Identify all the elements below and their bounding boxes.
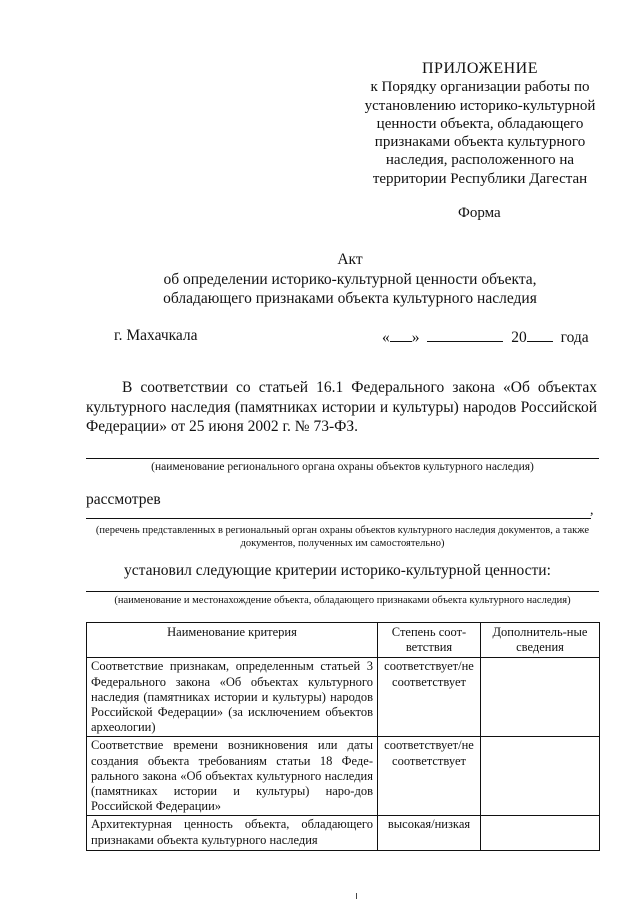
form-label: Форма [458,205,501,221]
extra-cell[interactable] [481,737,600,816]
appendix-line: наследия, расположенного на [385,152,575,169]
reviewed-label: рассмотрев [86,491,161,508]
header-degree: Степень соот-ветствия [378,623,481,658]
quote-open: « [382,329,390,346]
regional-body-caption: (наименование регионального органа охраны объектов культурного наследия) [151,461,534,473]
city: г. Махачкала [114,327,198,344]
act-heading [120,250,580,309]
criterion-cell: Соответствие времени возникновения или даты создания объекта требованиям статьи 18 Феде-рального закона «Об объектах культурного наследия (памятниках истории и культуры) наро-дов Российской Федерации» [87,737,378,816]
criteria-table [86,622,600,851]
appendix-line: установлению историко-культурной [364,97,596,114]
intro-paragraph: В соответствии со статьей 16.1 Федерального закона «Об объектах культурного наследия (памятниках истории и культуры) народов Российской Федерации» от 25 июня 2002 г. № 73-ФЗ. [86,379,597,435]
documents-caption-line2: документов, полученных им самостоятельно) [240,538,445,549]
degree-cell: соответствует/не соответствует [378,658,481,737]
extra-cell[interactable] [481,658,600,737]
appendix-title: ПРИЛОЖЕНИЕ [421,60,538,77]
date-line [382,327,589,347]
criteria-intro: установил следующие критерии историко-культурной ценности: [124,562,551,579]
documents-line[interactable] [86,518,591,519]
documents-caption-line1: (перечень представленных в региональный орган охраны объектов культурного наследия документов, а также [95,525,590,536]
act-subtitle-line: обладающего признаками объекта культурного наследия [163,290,537,307]
appendix-line: ценности объекта, обладающего [376,115,584,132]
appendix-block [355,60,605,188]
appendix-line: признаками объекта культурного [374,134,586,151]
year-prefix: 20 [511,329,527,346]
quote-close: » [411,329,420,346]
appendix-line: территории Республики Дагестан [372,170,588,187]
month-blank[interactable] [427,327,503,342]
table-row [87,658,600,737]
act-subtitle-line: об определении историко-культурной ценности объекта, [163,270,537,288]
table-row [87,737,600,816]
degree-cell: высокая/низкая [378,816,481,851]
table-row [87,816,600,851]
criterion-cell: Соответствие признакам, определенным статьей 3 Федерального закона «Об объектах культурного наследия (памятниках истории и культуры) народов Российской Федерации» (за исключением объектов археологии) [87,658,378,737]
regional-body-line[interactable] [86,458,599,459]
line-end-comma: , [590,503,594,518]
scan-mark [356,893,361,899]
header-criterion: Наименование критерия [87,623,378,658]
object-caption: (наименование и местонахождение объекта, обладающего признаками объекта культурного наследия) [114,595,571,606]
criterion-cell: Архитектурная ценность объекта, обладающего признаками объекта культурного наследия [87,816,378,851]
year-blank[interactable] [527,327,553,342]
act-title: Акт [337,251,363,268]
extra-cell[interactable] [481,816,600,851]
day-blank[interactable] [390,327,412,342]
object-line[interactable] [86,591,599,592]
year-suffix: года [560,329,589,346]
degree-cell: соответствует/не соответствует [378,737,481,816]
appendix-line: к Порядку организации работы по [370,79,590,96]
table-header-row [87,623,600,658]
header-extra: Дополнитель-ные сведения [481,623,600,658]
